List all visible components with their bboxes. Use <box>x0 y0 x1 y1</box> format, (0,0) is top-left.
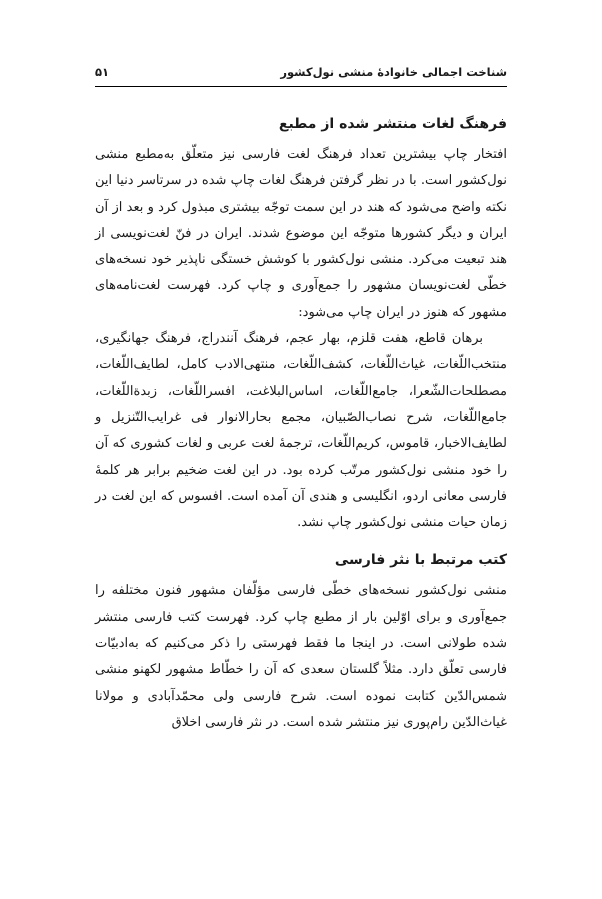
running-title: شناخت اجمالی خانوادهٔ منشی نول‌کشور <box>280 65 507 79</box>
paragraph-dictionaries-intro: افتخار چاپ بیشترین تعداد فرهنگ لغت فارسی نیز متعلّق به‌مطبع منشی نول‌کشور است. با در نظر گرفتن فرهنگ لغات چاپ شده در سرتاسر دنیا این نکته واضح می‌شود که هند در این سمت توجّه بیشتری مبذول کرد و بعد از آن ایران و دیگر کشورها متوجّه این موضوع شدند. ایران در فنّ لغت‌نویسی از هند تبعیت می‌کرد. منشی نول‌کشور با کوشش خستگی ناپذیر خود نسخه‌های خطّی لغت‌نویسان مشهور را جمع‌آوری و چاپ کرد. فهرست لغت‌نامه‌های مشهور که هنوز در ایران چاپ می‌شود: <box>95 147 507 320</box>
header-rule <box>95 86 507 87</box>
section-heading-dictionaries: فرهنگ لغات منتشر شده از مطبع <box>278 116 507 132</box>
running-head <box>95 62 507 82</box>
paragraph-prose-books: منشی نول‌کشور نسخه‌های خطّی فارسی مؤلّفان مشهور فنون مختلفه را جمع‌آوری و برای اوّلین بار از مطبع چاپ کرد. فهرست کتب فارسی منتشر شده طولانی است. در اینجا ما فقط فهرستی را ذکر می‌کنیم که به‌ادبیّات فارسی تعلّق دارد. مثلاً گلستان سعدی که آن را خطّاط مشهور لکهنو منشی شمس‌الدّین کتابت نموده است. شرح فارسی ولی محمّدآبادی و مولانا غیاث‌الدّین رام‌پوری نیز منتشر شده است. در نثر فارسی اخلاق <box>95 583 507 730</box>
paragraph-dictionaries-list: برهان قاطع، هفت قلزم، بهار عجم، فرهنگ آنندراج، فرهنگ جهانگیری، منتخب‌اللّغات، غیاث‌اللّغات، کشف‌اللّغات، منتهی‌الادب کامل، لطایف‌اللّغات، مصطلحات‌الشّعرا، جامع‌اللّغات، اساس‌البلاغت، افسراللّغات، زبدةاللّغات، جامع‌اللّغات، شرح نصاب‌الصّبیان، مجمع بحارالانوار فی غرایب‌التّنزیل و لطایف‌الاخبار، قاموس، کریم‌اللّغات، ترجمهٔ لغت عربی و لغات کشوری که آن را خود منشی نول‌کشور مرتّب کرده بود. در این لغت ضخیم برابر هر کلمهٔ فارسی معانی اردو، انگلیسی و هندی آن آمده است. افسوس که این لغت در زمان حیات منشی نول‌کشور چاپ نشد. <box>95 331 507 531</box>
section-heading-prose-books: کتب مرتبط با نثر فارسی <box>334 552 507 569</box>
page-number: ۵۱ <box>95 65 110 79</box>
page-body <box>95 110 507 736</box>
